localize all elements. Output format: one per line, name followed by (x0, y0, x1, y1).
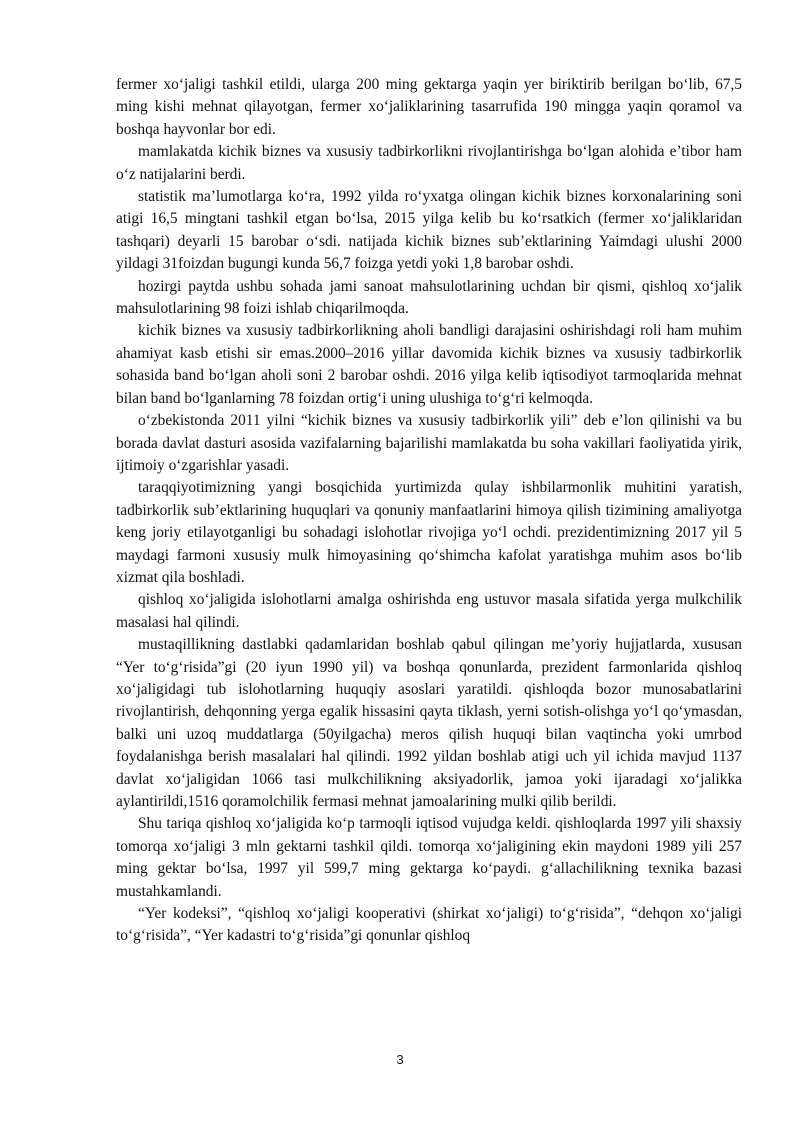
paragraph-3: statistik ma’lumotlarga ko‘ra, 1992 yilda ro‘yxatga olingan kichik biznes korxonalarining soni atigi 16,5 mingtani tashkil etgan bo‘lsa, 2015 yilga kelib bu ko‘rsatkich (fermer xo‘jaliklaridan tashqari) deyarli 15 barobar o‘sdi. natijada kichik biznes sub’ektlarining Yaimdagi ulushi 2000 yildagi 31foizdan bugungi kunda 56,7 foizga yetdi yoki 1,8 barobar oshdi. (116, 188, 742, 273)
paragraph-6: o‘zbekistonda 2011 yilni “kichik biznes va xususiy tadbirkorlik yili” deb e’lon qilinishi va bu borada davlat dasturi asosida vazifalarning bajarilishi mamlakatda bu soha vakillari faoliyatida yirik, ijtimoiy o‘zgarishlar yasadi. (116, 412, 742, 474)
paragraph-10: Shu tariqa qishloq xo‘jaligida ko‘p tarmoqli iqtisod vujudga keldi. qishloqlarda 1997 yili shaxsiy tomorqa xo‘jaligi 3 mln gektarni tashkil qildi. tomorqa xo‘jaligining ekin maydoni 1989 yili 257 ming gektar bo‘lsa, 1997 yil 599,7 ming gektarga ko‘paydi. g‘allachilikning texnika bazasi mustahkamlandi. (116, 815, 742, 900)
paragraph-8: qishloq xo‘jaligida islohotlarni amalga oshirishda eng ustuvor masala sifatida yerga mulkchilik masalasi hal qilindi. (116, 591, 742, 631)
document-body (116, 74, 742, 948)
paragraph-7: taraqqiyotimizning yangi bosqichida yurtimizda qulay ishbilarmonlik muhitini yaratish, tadbirkorlik sub’ektlarining huquqlari va qonuniy manfaatlarini himoya qilish tizimining amaliyotga keng joriy etilayotganligi bu sohadagi islohotlar rivojiga yo‘l ochdi. prezidentimizning 2017 yil 5 maydagi farmoni xususiy mulk himoyasining qo‘shimcha kafolat yaratishga muhim asos bo‘lib xizmat qila boshladi. (116, 479, 742, 586)
page-number: 3 (396, 1052, 404, 1067)
paragraph-5: kichik biznes va xususiy tadbirkorlikning aholi bandligi darajasini oshirishdagi roli ham muhim ahamiyat kasb etishi sir emas.2000–2016 yillar davomida kichik biznes va xususiy tadbirkorlik sohasida band bo‘lgan aholi soni 2 barobar oshdi. 2016 yilga kelib iqtisodiyot tarmoqlarida mehnat bilan band bo‘lganlarning 78 foizdan ortig‘i uning ulushiga to‘g‘ri kelmoqda. (116, 322, 742, 407)
paragraph-1: fermer xo‘jaligi tashkil etildi, ularga 200 ming gektarga yaqin yer biriktirib berilgan bo‘lib, 67,5 ming kishi mehnat qilayotgan, fermer xo‘jaliklarining tasarrufida 190 mingga yaqin qoramol va boshqa hayvonlar bor edi. (116, 76, 742, 138)
paragraph-4: hozirgi paytda ushbu sohada jami sanoat mahsulotlarining uchdan bir qismi, qishloq xo‘jalik mahsulotlarining 98 foizi ishlab chiqarilmoqda. (116, 277, 742, 318)
paragraph-2: mamlakatda kichik biznes va xususiy tadbirkorlikni rivojlantirishga bo‘lgan alohida e’tibor ham o‘z natijalarini berdi. (116, 143, 742, 183)
paragraph-11: “Yer kodeksi”, “qishloq xo‘jaligi kooperativi (shirkat xo‘jaligi) to‘g‘risida”, “dehqon xo‘jaligi to‘g‘risida”, “Yer kadastri to‘g‘risida”gi qonunlar qishloq (116, 905, 742, 945)
paragraph-9: mustaqillikning dastlabki qadamlaridan boshlab qabul qilingan me’yoriy hujjatlarda, xususan “Yer to‘g‘risida”gi (20 iyun 1990 yil) va boshqa qonunlarda, prezident farmonlarida qishloq xo‘jaligidagi tub islohotlarning huquqiy asoslari yaratildi. qishloqda bozor munosabatlarini rivojlantirish, dehqonning yerga egalik hissasini qayta tiklash, yerni sotish-olishga yo‘l qo‘ymasdan, balki uni uzoq muddatlarga (50yilgacha) meros qilish huquqi bilan vaqtincha yoki umrbod foydalanishga berish masalalari hal qilindi. 1992 yildan boshlab atigi uch yil ichida mavjud 1137 davlat xo‘jaligidan 1066 tasi mulkchilikning aksiyadorlik, jamoa yoki ijaradagi xo‘jalikka aylantirildi,1516 qoramolchilik fermasi mehnat jamoalarining mulki qilib berildi. (116, 636, 742, 810)
